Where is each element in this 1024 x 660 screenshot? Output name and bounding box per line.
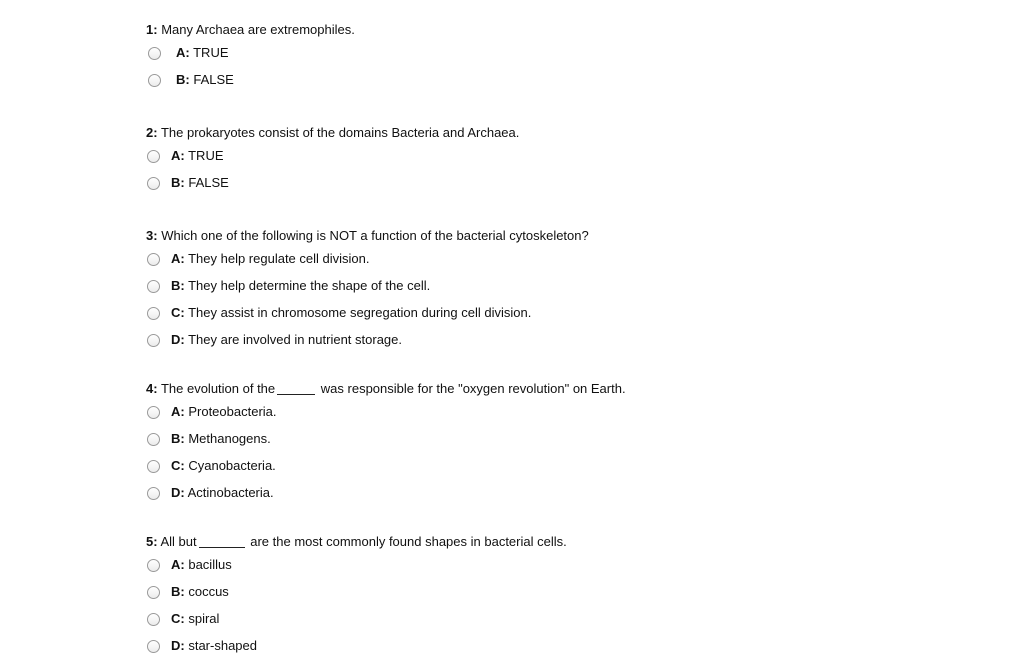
- question-2-prompt: [146, 124, 926, 142]
- radio-button[interactable]: [147, 406, 160, 419]
- question-1-prompt: [146, 21, 926, 39]
- option-letter: C:: [171, 458, 185, 473]
- question-4-option-c[interactable]: [146, 457, 926, 475]
- radio-button[interactable]: [147, 280, 160, 293]
- radio-button[interactable]: [147, 487, 160, 500]
- option-text: Methanogens.: [188, 431, 271, 446]
- radio-button[interactable]: [147, 177, 160, 190]
- question-text-after-blank: was responsible for the "oxygen revolution" on Earth.: [320, 381, 626, 396]
- option-text: TRUE: [193, 45, 229, 60]
- question-1: [146, 21, 926, 124]
- question-text-after-blank: are the most commonly found shapes in bacterial cells.: [250, 534, 567, 549]
- option-text: Proteobacteria.: [188, 404, 277, 419]
- question-5-option-c[interactable]: [146, 610, 926, 628]
- option-letter: D:: [171, 638, 185, 653]
- question-2: [146, 124, 926, 227]
- question-number: 1:: [146, 22, 158, 37]
- question-4: [146, 380, 926, 533]
- fill-in-blank: [199, 535, 245, 548]
- option-text: bacillus: [188, 557, 232, 572]
- question-number: 4:: [146, 381, 158, 396]
- question-3-option-c[interactable]: [146, 304, 926, 322]
- question-5-option-b[interactable]: [146, 583, 926, 601]
- question-3-option-a[interactable]: [146, 250, 926, 268]
- question-5-prompt: [146, 533, 926, 551]
- option-letter: A:: [176, 45, 190, 60]
- radio-button[interactable]: [147, 460, 160, 473]
- question-5: [146, 533, 926, 655]
- radio-button[interactable]: [147, 613, 160, 626]
- question-3: [146, 227, 926, 380]
- option-letter: D:: [171, 485, 185, 500]
- option-text: Cyanobacteria.: [188, 458, 276, 473]
- radio-button[interactable]: [147, 586, 160, 599]
- radio-button[interactable]: [147, 640, 160, 653]
- option-text: star-shaped: [188, 638, 257, 653]
- fill-in-blank: [277, 382, 315, 395]
- radio-button[interactable]: [147, 433, 160, 446]
- option-letter: A:: [171, 251, 185, 266]
- question-3-option-b[interactable]: [146, 277, 926, 295]
- option-letter: C:: [171, 305, 185, 320]
- option-text: FALSE: [188, 175, 229, 190]
- question-number: 2:: [146, 125, 158, 140]
- question-1-option-a[interactable]: [146, 44, 926, 62]
- option-text: FALSE: [193, 72, 234, 87]
- option-text: Actinobacteria.: [187, 485, 274, 500]
- question-3-prompt: [146, 227, 926, 245]
- question-text: Many Archaea are extremophiles.: [161, 22, 355, 37]
- radio-button[interactable]: [148, 47, 161, 60]
- question-text-before-blank: All but: [160, 534, 197, 549]
- question-3-option-d[interactable]: [146, 331, 926, 349]
- question-1-option-b[interactable]: [146, 71, 926, 89]
- option-letter: A:: [171, 404, 185, 419]
- option-text: They assist in chromosome segregation during cell division.: [188, 305, 532, 320]
- option-letter: B:: [171, 175, 185, 190]
- question-number: 3:: [146, 228, 158, 243]
- radio-button[interactable]: [147, 307, 160, 320]
- question-text: Which one of the following is NOT a function of the bacterial cytoskeleton?: [161, 228, 589, 243]
- option-text: coccus: [188, 584, 229, 599]
- option-letter: B:: [171, 584, 185, 599]
- question-text-before-blank: The evolution of the: [160, 381, 276, 396]
- radio-button[interactable]: [148, 74, 161, 87]
- option-letter: B:: [171, 431, 185, 446]
- question-4-option-b[interactable]: [146, 430, 926, 448]
- question-4-prompt: [146, 380, 926, 398]
- radio-button[interactable]: [147, 150, 160, 163]
- option-letter: B:: [171, 278, 185, 293]
- option-letter: A:: [171, 148, 185, 163]
- radio-button[interactable]: [147, 559, 160, 572]
- question-text: The prokaryotes consist of the domains Bacteria and Archaea.: [160, 125, 520, 140]
- question-5-option-a[interactable]: [146, 556, 926, 574]
- quiz: [146, 21, 926, 655]
- option-letter: C:: [171, 611, 185, 626]
- question-5-option-d[interactable]: [146, 637, 926, 655]
- question-4-option-a[interactable]: [146, 403, 926, 421]
- option-text: spiral: [188, 611, 220, 626]
- radio-button[interactable]: [147, 253, 160, 266]
- option-letter: D:: [171, 332, 185, 347]
- option-text: They help determine the shape of the cell.: [188, 278, 431, 293]
- question-number: 5:: [146, 534, 158, 549]
- option-text: They are involved in nutrient storage.: [188, 332, 403, 347]
- question-4-option-d[interactable]: [146, 484, 926, 502]
- radio-button[interactable]: [147, 334, 160, 347]
- question-2-option-a[interactable]: [146, 147, 926, 165]
- option-letter: B:: [176, 72, 190, 87]
- question-2-option-b[interactable]: [146, 174, 926, 192]
- option-text: TRUE: [188, 148, 224, 163]
- option-text: They help regulate cell division.: [188, 251, 370, 266]
- option-letter: A:: [171, 557, 185, 572]
